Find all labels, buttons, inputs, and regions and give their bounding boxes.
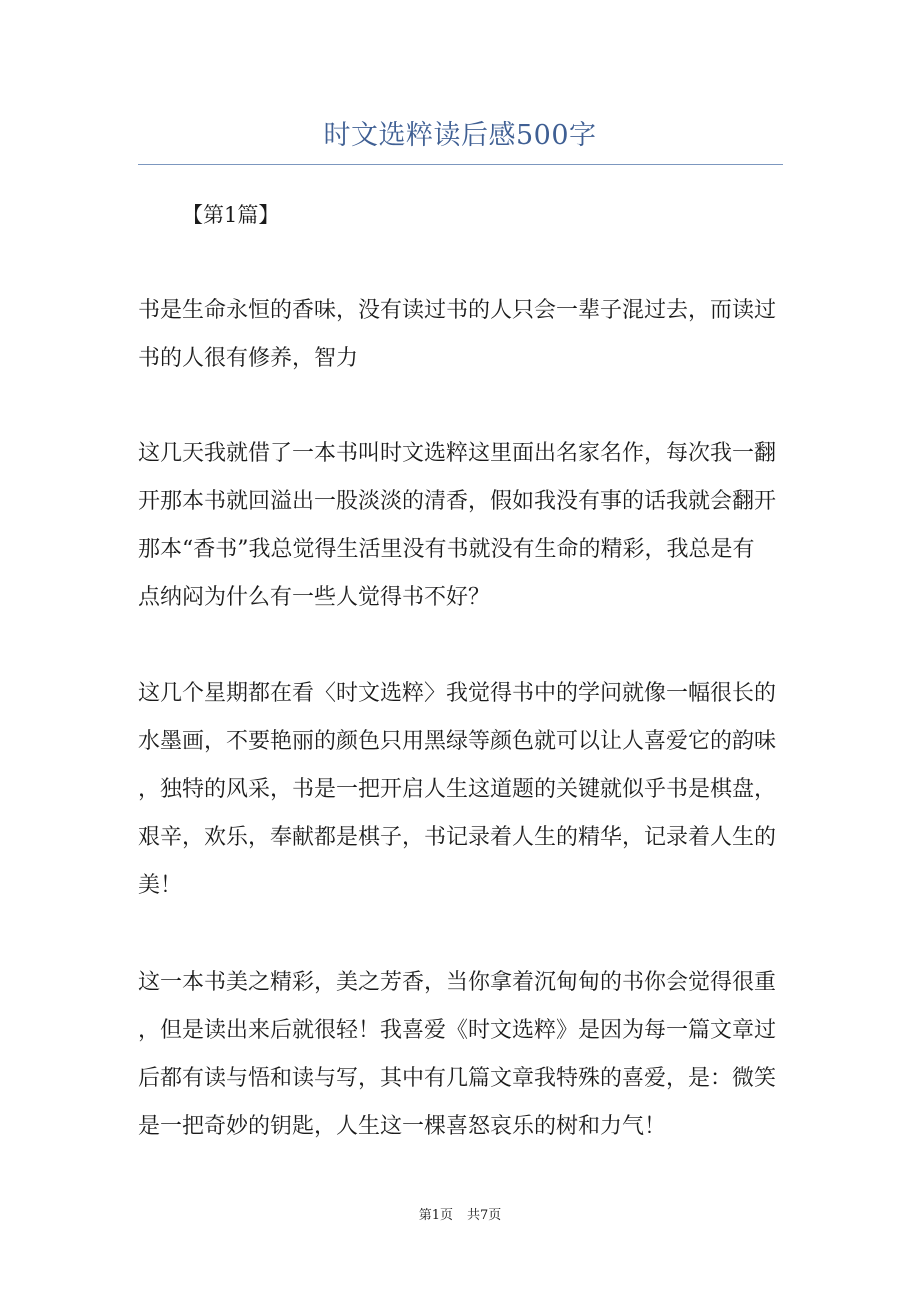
paragraph-1 [138,287,783,383]
paragraph-line: 这一本书美之精彩，美之芳香，当你拿着沉甸甸的书你会觉得很重 [138,970,777,995]
paragraph-line: ，独特的风采，书是一把开启人生这道题的关键就似乎书是棋盘， [138,777,777,802]
title-divider [138,164,783,165]
paragraph-line: 美！ [138,873,183,898]
paragraph-line: ，但是读出来后就很轻！我喜爱《时文选粹》是因为每一篇文章过 [138,1018,777,1043]
page-total: 共7页 [467,1208,502,1223]
page-footer [0,1207,920,1225]
paragraph-line: 书是生命永恒的香味，没有读过书的人只会一辈子混过去，而读过 [138,298,777,323]
paragraph-line: 这几天我就借了一本书叫时文选粹这里面出名家名作，每次我一翻 [138,441,777,466]
paragraph-line: 后都有读与悟和读与写，其中有几篇文章我特殊的喜爱，是：微笑 [138,1066,777,1091]
paragraph-line: 书的人很有修养，智力 [138,346,359,371]
paragraph-2 [138,430,783,622]
paragraph-line: 是一把奇妙的钥匙，人生这一棵喜怒哀乐的树和力气！ [138,1114,667,1139]
page-number: 第1页 [418,1208,453,1223]
section-label: 【第1篇】 [182,203,280,227]
paragraph-line: 艰辛，欢乐，奉献都是棋子，书记录着人生的精华，记录着人生的 [138,825,777,850]
document-title: 时文选粹读后感500字 [323,120,597,151]
paragraph-3 [138,670,783,910]
paragraph-4 [138,959,783,1151]
paragraph-line: 这几个星期都在看〈时文选粹〉我觉得书中的学问就像一幅很长的 [138,681,777,706]
paragraph-line: 点纳闷为什么有一些人觉得书不好？ [138,585,491,610]
paragraph-line: 那本“香书”我总觉得生活里没有书就没有生命的精彩，我总是有 [138,537,755,562]
paragraph-line: 水墨画，不要艳丽的颜色只用黑绿等颜色就可以让人喜爱它的韵味 [138,729,777,754]
paragraph-line: 开那本书就回溢出一股淡淡的清香，假如我没有事的话我就会翻开 [138,489,777,514]
